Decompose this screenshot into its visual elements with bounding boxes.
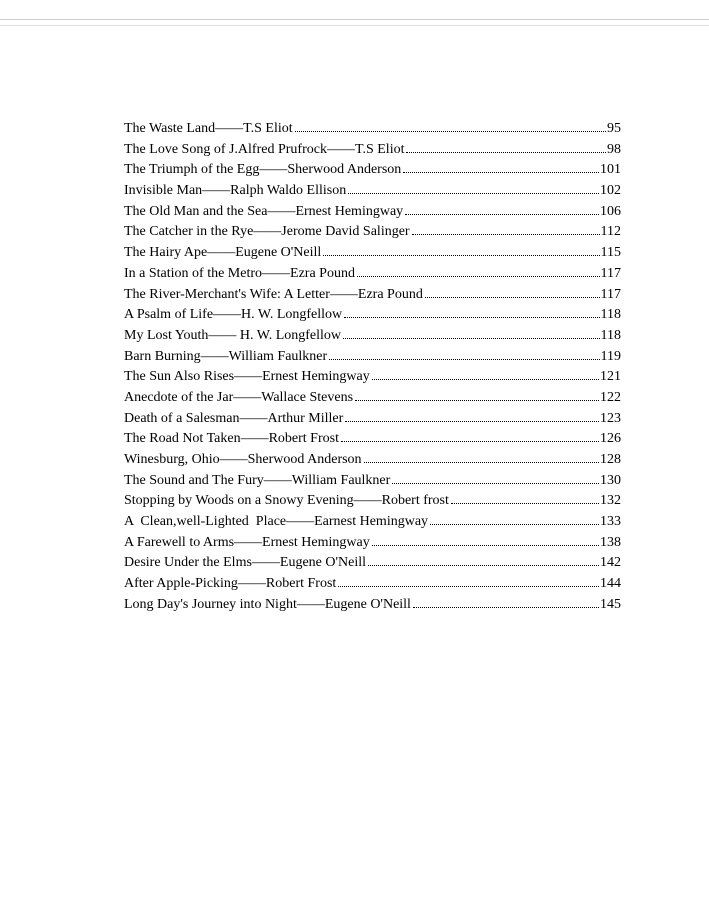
toc-entry[interactable]: [124, 222, 621, 243]
toc-leader-dots: [329, 358, 599, 360]
toc-entry[interactable]: [124, 181, 621, 202]
toc-entry-title: Death of a Salesman——Arthur Miller: [124, 410, 344, 426]
toc-entry-title: Desire Under the Elms——Eugene O'Neill: [124, 555, 367, 571]
toc-entry-title: The Triumph of the Egg——Sherwood Anderson: [124, 162, 402, 178]
toc-entry-title: Invisible Man——Ralph Waldo Ellison: [124, 183, 347, 199]
toc-leader-dots: [355, 399, 599, 401]
toc-entry-page: 106: [600, 203, 621, 219]
toc-leader-dots: [323, 254, 599, 256]
toc-entry-page: 145: [600, 596, 621, 612]
toc-leader-dots: [357, 275, 600, 277]
toolbar-divider: [0, 19, 709, 20]
toc-entry[interactable]: [124, 574, 621, 595]
toc-entry-page: 126: [600, 431, 621, 447]
toc-leader-dots: [451, 502, 599, 504]
toc-leader-dots: [403, 171, 599, 173]
toc-entry-page: 144: [600, 576, 621, 592]
toc-entry[interactable]: [124, 512, 621, 533]
toc-entry-title: The Old Man and the Sea——Ernest Hemingway: [124, 203, 404, 219]
toc-leader-dots: [364, 461, 599, 463]
toc-entry[interactable]: [124, 347, 621, 368]
toc-entry-title: The Sound and The Fury——William Faulkner: [124, 472, 391, 488]
toc-leader-dots: [413, 606, 599, 608]
toc-entry-page: 130: [600, 472, 621, 488]
toc-entry-page: 98: [607, 141, 621, 157]
toc-leader-dots: [341, 440, 599, 442]
toc-leader-dots: [345, 420, 599, 422]
toc-entry[interactable]: [124, 119, 621, 140]
toc-leader-dots: [392, 482, 599, 484]
toc-entry-page: 95: [607, 121, 621, 136]
toc-leader-dots: [338, 585, 599, 587]
toc-entry-title: Barn Burning——William Faulkner: [124, 348, 328, 364]
toc-entry[interactable]: [124, 388, 621, 409]
toc-entry[interactable]: [124, 450, 621, 471]
toc-leader-dots: [372, 378, 599, 380]
toc-leader-dots: [405, 213, 599, 215]
toc-leader-dots: [343, 337, 599, 339]
toc-entry-page: 117: [600, 286, 621, 302]
toc-entry-page: 112: [600, 224, 621, 240]
toc-leader-dots: [425, 296, 600, 298]
toc-entry-title: After Apple-Picking——Robert Frost: [124, 576, 337, 592]
toc-leader-dots: [344, 316, 599, 318]
toc-entry-page: 117: [600, 265, 621, 281]
toc-leader-dots: [348, 192, 599, 194]
toc-entry[interactable]: [124, 553, 621, 574]
toc-entry[interactable]: [124, 429, 621, 450]
toc-entry[interactable]: [124, 471, 621, 492]
table-of-contents: [124, 119, 621, 616]
toc-entry[interactable]: [124, 264, 621, 285]
toc-entry-title: The Love Song of J.Alfred Prufrock——T.S Eliot: [124, 141, 405, 157]
toc-entry-page: 122: [600, 389, 621, 405]
toc-entry[interactable]: [124, 367, 621, 388]
toc-entry-page: 142: [600, 555, 621, 571]
toc-leader-dots: [372, 544, 599, 546]
toc-entry[interactable]: [124, 305, 621, 326]
toc-entry-title: A Clean,well-Lighted Place——Earnest Hemingway: [124, 514, 429, 530]
toc-entry-page: 123: [600, 410, 621, 426]
toc-entry[interactable]: [124, 595, 621, 616]
toc-entry-page: 118: [600, 327, 621, 343]
toc-entry-page: 115: [600, 245, 621, 261]
toc-entry-title: The Sun Also Rises——Ernest Hemingway: [124, 369, 370, 385]
toc-entry-title: Winesburg, Ohio——Sherwood Anderson: [124, 452, 362, 467]
toc-entry[interactable]: [124, 533, 621, 554]
toc-entry-page: 118: [600, 307, 621, 323]
toc-leader-dots: [412, 233, 600, 235]
toc-entry-page: 133: [600, 514, 621, 530]
toc-entry-title: The River-Merchant's Wife: A Letter——Ezra Pound: [124, 286, 423, 302]
toc-leader-dots: [430, 523, 599, 525]
toc-entry-title: Anecdote of the Jar——Wallace Stevens: [124, 389, 354, 405]
toc-entry[interactable]: [124, 409, 621, 430]
toc-entry[interactable]: [124, 243, 621, 264]
toc-entry[interactable]: [124, 491, 621, 512]
toc-entry-page: 121: [600, 369, 621, 385]
toc-entry[interactable]: [124, 202, 621, 223]
toc-entry[interactable]: [124, 160, 621, 181]
toc-entry-title: Long Day's Journey into Night——Eugene O'Neill: [124, 596, 411, 612]
toc-entry-title: The Catcher in the Rye——Jerome David Salinger: [124, 224, 410, 240]
toc-entry-page: 138: [600, 534, 621, 550]
toc-entry-title: The Waste Land——T.S Eliot: [124, 121, 293, 136]
toc-entry-title: Stopping by Woods on a Snowy Evening——Robert frost: [124, 493, 449, 509]
toc-leader-dots: [406, 151, 606, 153]
toc-entry-title: A Psalm of Life——H. W. Longfellow: [124, 307, 343, 323]
toc-entry-title: A Farewell to Arms——Ernest Hemingway: [124, 534, 370, 550]
toc-entry[interactable]: [124, 285, 621, 306]
toc-entry-page: 102: [600, 183, 621, 199]
toc-entry-page: 101: [600, 162, 621, 178]
toc-entry-title: My Lost Youth—— H. W. Longfellow: [124, 327, 342, 343]
toc-entry[interactable]: [124, 326, 621, 347]
toc-entry-page: 119: [600, 348, 621, 364]
document-page: [0, 26, 709, 898]
toc-entry-page: 128: [600, 452, 621, 467]
toc-entry-title: In a Station of the Metro——Ezra Pound: [124, 265, 355, 281]
toc-entry-title: The Road Not Taken——Robert Frost: [124, 431, 339, 447]
toc-entry-title: The Hairy Ape——Eugene O'Neill: [124, 245, 322, 261]
toc-leader-dots: [295, 130, 606, 132]
toc-entry-page: 132: [600, 493, 621, 509]
toc-entry[interactable]: [124, 140, 621, 161]
toc-leader-dots: [368, 564, 599, 566]
